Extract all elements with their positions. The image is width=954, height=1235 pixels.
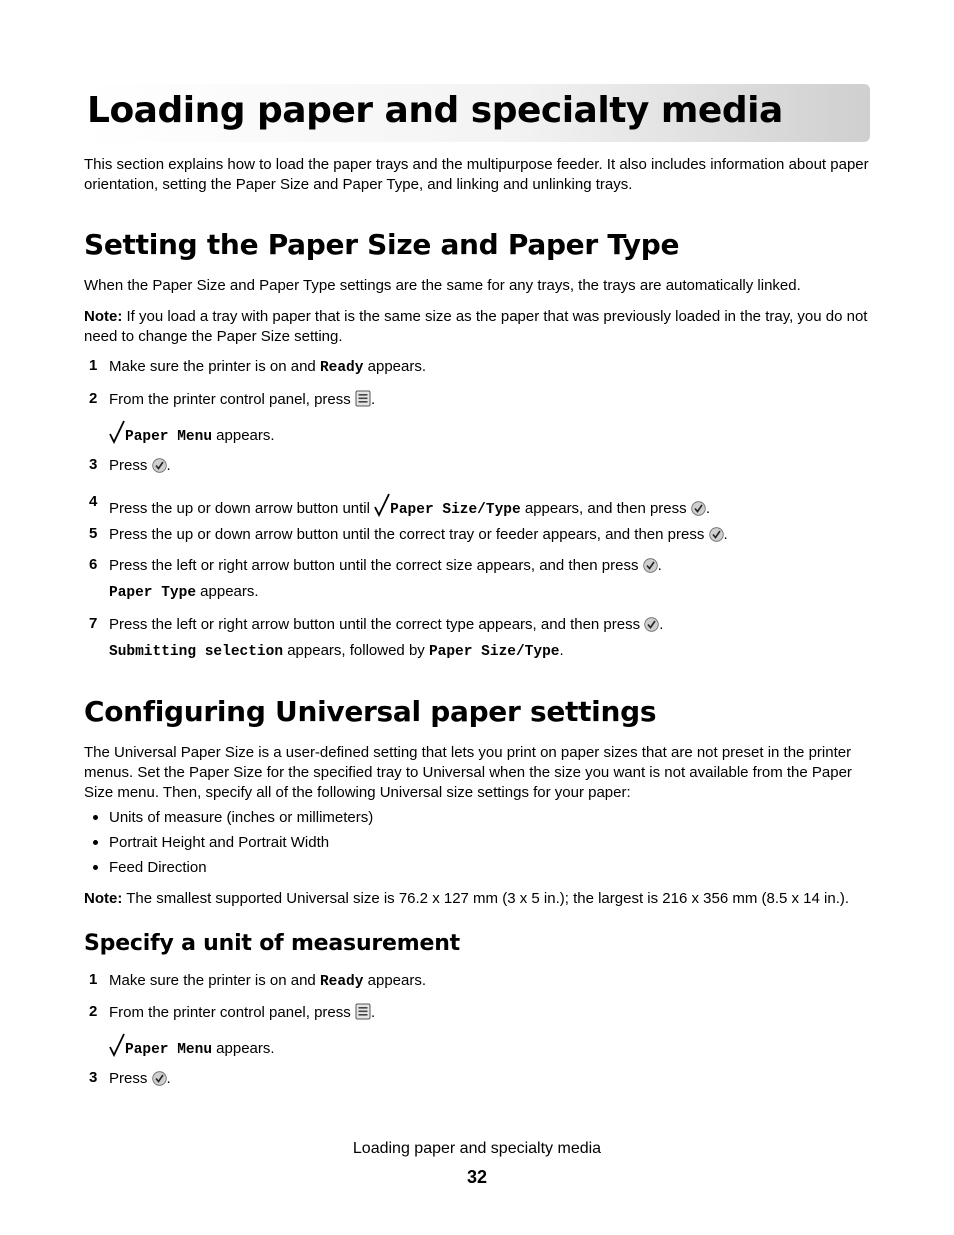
step-result: Paper Type appears.	[109, 583, 259, 601]
step-item: Press .	[109, 457, 171, 474]
step-number: 2	[89, 390, 98, 407]
menu-button-icon	[355, 390, 371, 407]
intro-paragraph: This section explains how to load the paper trays and the multipurpose feeder. It also includes information about paper orientation, setting the Paper Size and Paper Type, and linking and unlinking trays.	[84, 156, 869, 193]
step-item: From the printer control panel, press .	[109, 1004, 376, 1021]
step-item: Make sure the printer is on and Ready appears.	[109, 358, 427, 376]
select-button-icon	[152, 1071, 167, 1086]
note-label: Note:	[84, 308, 123, 325]
step-number: 3	[89, 456, 98, 473]
checkmark-icon	[109, 1033, 125, 1057]
title-banner	[84, 84, 870, 142]
step-item: Press the up or down arrow button until the correct tray or feeder appears, and then press .	[109, 526, 728, 543]
select-button-icon	[644, 617, 659, 632]
step-result: Submitting selection appears, followed by Paper Size/Type.	[109, 642, 564, 660]
checkmark-icon	[109, 420, 125, 444]
menu-button-icon	[355, 1003, 371, 1020]
step-number: 5	[89, 525, 98, 542]
section-heading-paper-size-type: Setting the Paper Size and Paper Type	[84, 228, 680, 261]
page-title: Loading paper and specialty media	[87, 90, 783, 131]
step-item: Press the left or right arrow button until the correct type appears, and then press .	[109, 616, 664, 633]
checkmark-icon	[374, 493, 390, 517]
step-number: 6	[89, 556, 98, 573]
step-result: Paper Menu appears.	[109, 420, 869, 447]
step-item: Press the left or right arrow button until the correct size appears, and then press .	[109, 557, 662, 574]
section-heading-universal: Configuring Universal paper settings	[84, 695, 657, 728]
select-button-icon	[643, 558, 658, 573]
step-number: 3	[89, 1069, 98, 1086]
footer-title: Loading paper and specialty media	[352, 1140, 602, 1157]
list-item: Units of measure (inches or millimeters)	[109, 809, 374, 826]
note-label: Note:	[84, 890, 123, 907]
note-text: If you load a tray with paper that is the same size as the paper that was previously loaded in the tray, you do not need to change the Paper Size setting.	[84, 308, 868, 345]
section1-note	[84, 307, 874, 347]
subsection-heading-unit: Specify a unit of measurement	[84, 931, 460, 956]
list-item: Feed Direction	[109, 859, 207, 876]
step-number: 4	[89, 493, 98, 510]
bullet-dot	[93, 815, 98, 820]
section1-paragraph: When the Paper Size and Paper Type settings are the same for any trays, the trays are automatically linked.	[84, 277, 801, 294]
step-item: From the printer control panel, press .	[109, 391, 376, 408]
section2-paragraph: The Universal Paper Size is a user-defined setting that lets you print on paper sizes that are not preset in the printer menus. Set the Paper Size for the specified tray to Universal when the size you want is not available from the Paper Size menu. Then, specify all of the following Universal size settings for your paper:	[84, 744, 852, 801]
step-number: 1	[89, 357, 98, 374]
bullet-dot	[93, 840, 98, 845]
step-item: Press .	[109, 1070, 171, 1087]
bullet-dot	[93, 865, 98, 870]
select-button-icon	[152, 458, 167, 473]
code-text: Ready	[319, 974, 364, 990]
note-text: The smallest supported Universal size is 76.2 x 127 mm (3 x 5 in.); the largest is 216 x 356 mm (8.5 x 14 in.).	[122, 890, 850, 907]
section2-note	[84, 889, 874, 909]
select-button-icon	[691, 501, 706, 516]
step-item: Press the up or down arrow button until Paper Size/Type appears, and then press .	[109, 493, 869, 520]
step-number: 7	[89, 615, 98, 632]
step-number: 2	[89, 1003, 98, 1020]
page-number: 32	[466, 1167, 488, 1187]
list-item: Portrait Height and Portrait Width	[109, 834, 330, 851]
step-result: Paper Menu appears.	[109, 1033, 869, 1060]
step-number: 1	[89, 971, 98, 988]
step-item: Make sure the printer is on and Ready appears.	[109, 972, 427, 990]
select-button-icon	[709, 527, 724, 542]
code-text: Ready	[319, 360, 364, 376]
